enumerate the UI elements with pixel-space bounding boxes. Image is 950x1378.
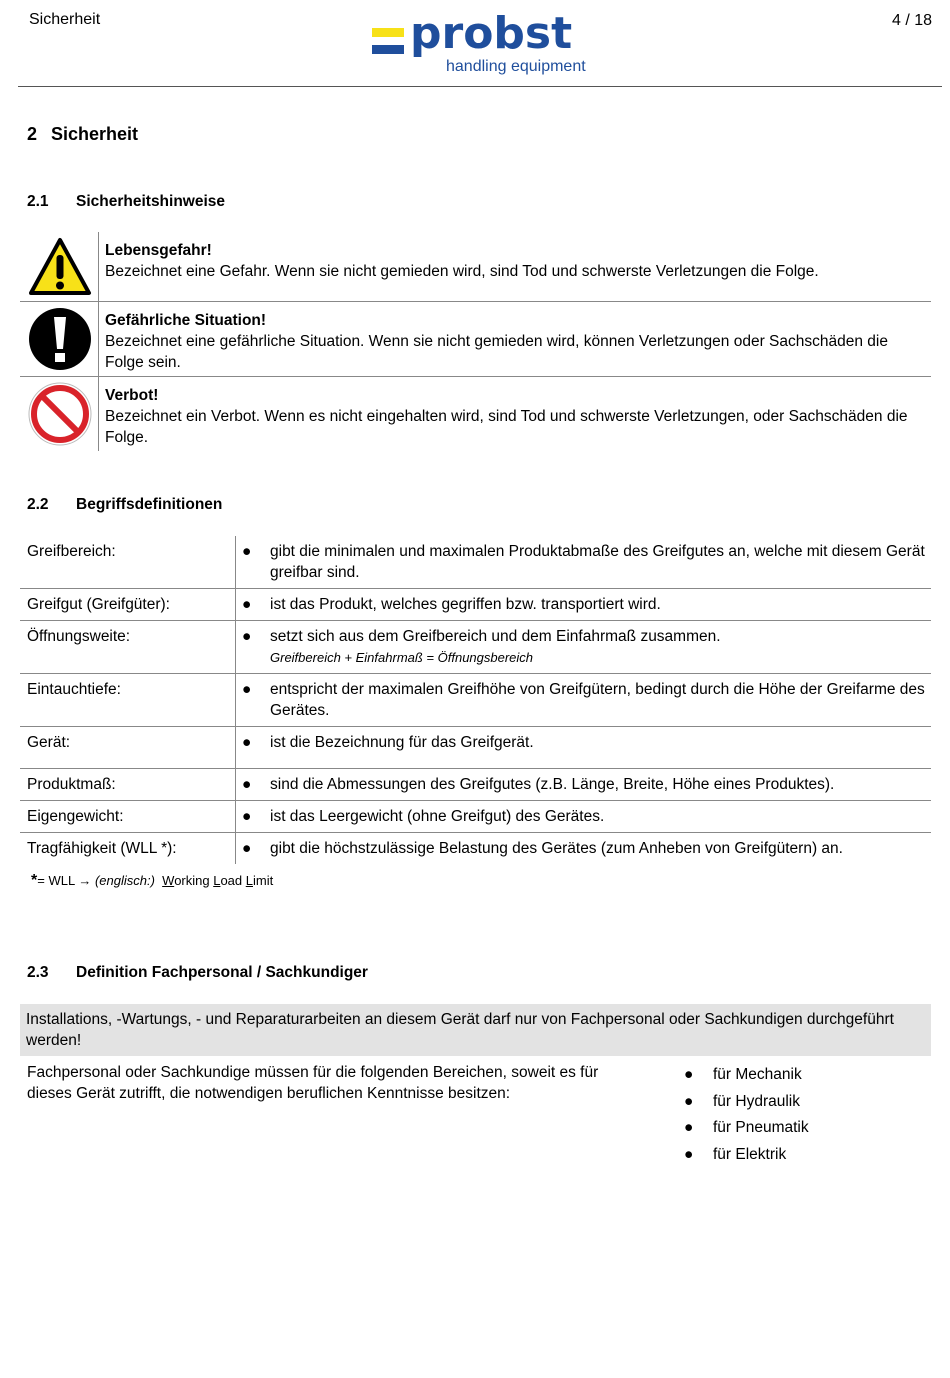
footnote-word: imit <box>253 873 274 888</box>
footnote-initial: W <box>162 873 175 888</box>
table-row <box>20 769 931 801</box>
bullet: ● <box>236 769 261 801</box>
bullet: ● <box>236 589 261 621</box>
probst-logo <box>370 8 600 80</box>
definition-text: gibt die minimalen und maximalen Produktabmaße des Greifgutes an, welche mit diesem Gerät greifbar sind. <box>270 543 925 581</box>
chapter-number: 2 <box>27 124 38 144</box>
bullet: ● <box>236 621 261 674</box>
footnote-asterisk: * <box>31 872 38 889</box>
safety-row-danger <box>20 232 931 302</box>
area-label: für Pneumatik <box>713 1119 809 1136</box>
safety-title: Verbot! <box>105 387 159 404</box>
table-row <box>20 727 931 769</box>
section-title: Begriffsdefinitionen <box>76 496 223 513</box>
list-item <box>684 1062 809 1089</box>
area-label: für Hydraulik <box>713 1092 800 1110</box>
qualification-text: Fachpersonal oder Sachkundige müssen für die folgenden Bereichen, soweit es für dieses Gerät zutrifft, die notwendigen beruflichen Kenntnisse besitzen: <box>27 1064 599 1102</box>
exclamation-circle-icon <box>20 302 99 376</box>
safety-title: Gefährliche Situation! <box>105 312 267 329</box>
definition-formula: Greifbereich + Einfahrmaß = Öffnungsbereich <box>270 650 534 665</box>
prohibition-icon <box>20 377 99 451</box>
logo-yellow-bar <box>372 28 404 37</box>
list-item <box>684 1089 809 1116</box>
bullet: ● <box>236 727 261 769</box>
definition-text: ist das Leergewicht (ohne Greifgut) des Gerätes. <box>270 808 605 825</box>
list-item <box>684 1115 809 1142</box>
bullet: ● <box>684 1066 694 1083</box>
safety-title: Lebensgefahr! <box>105 242 212 259</box>
area-label: für Mechanik <box>713 1066 802 1083</box>
bullet: ● <box>236 801 261 833</box>
footnote-initial: L <box>245 873 253 888</box>
footnote-initial: L <box>213 873 221 888</box>
definition-term: Eigengewicht: <box>20 801 236 833</box>
safety-text: Bezeichnet eine gefährliche Situation. Wenn sie nicht gemieden wird, können Verletzungen oder Sachschäden die Folge sein. <box>105 333 888 371</box>
safety-notice-table <box>20 232 931 451</box>
definition-text: entspricht der maximalen Greifhöhe von Greifgütern, bedingt durch die Höhe der Greifarme des Gerätes. <box>270 681 925 719</box>
bullet: ● <box>236 674 261 727</box>
chapter-heading <box>27 124 138 145</box>
page-number: 4 / 18 <box>891 12 932 29</box>
definition-term: Öffnungsweite: <box>20 621 236 674</box>
definition-text: ist die Bezeichnung für das Greifgerät. <box>270 734 534 751</box>
section-title: Definition Fachpersonal / Sachkundiger <box>76 964 368 981</box>
definition-term: Greifbereich: <box>20 536 236 589</box>
definitions-table <box>20 536 931 864</box>
bullet: ● <box>684 1119 694 1136</box>
section-number: 2.1 <box>27 193 49 210</box>
table-row <box>20 801 931 833</box>
table-row <box>20 536 931 589</box>
table-row <box>20 833 931 865</box>
chapter-title: Sicherheit <box>51 124 139 144</box>
definition-term: Tragfähigkeit (WLL *): <box>20 833 236 865</box>
definition-text: sind die Abmessungen des Greifgutes (z.B. Länge, Breite, Höhe eines Produktes). <box>270 776 835 793</box>
list-item <box>684 1142 809 1169</box>
qualification-areas-list <box>684 1062 809 1168</box>
maintenance-notice: Installations, -Wartungs, - und Reparaturarbeiten an diesem Gerät darf nur von Fachpersonal oder Sachkundigen durchgeführt werden! <box>20 1004 931 1056</box>
definition-term: Greifgut (Greifgüter): <box>20 589 236 621</box>
header-divider <box>18 86 942 87</box>
footnote-eq: = WLL <box>37 873 75 888</box>
arrow-right-icon: → <box>78 873 92 888</box>
section-heading-2-3 <box>27 964 368 982</box>
bullet: ● <box>684 1145 694 1163</box>
wll-footnote <box>31 872 273 890</box>
safety-row-prohibition <box>20 377 931 451</box>
table-row <box>20 621 931 674</box>
logo-blue-bar <box>372 45 404 54</box>
safety-text: Bezeichnet ein Verbot. Wenn es nicht eingehalten wird, sind Tod und schwerste Verletzungen, oder Sachschäden die Folge. <box>105 408 908 446</box>
safety-text: Bezeichnet eine Gefahr. Wenn sie nicht gemieden wird, sind Tod und schwerste Verletzungen die Folge. <box>105 263 819 280</box>
area-label: für Elektrik <box>713 1145 787 1163</box>
header-section-title: Sicherheit <box>29 11 101 28</box>
footnote-word: oad <box>220 873 246 888</box>
definition-text: gibt die höchstzulässige Belastung des Gerätes (zum Anheben von Greifgütern) an. <box>270 840 843 857</box>
table-row <box>20 674 931 727</box>
bullet: ● <box>236 536 261 589</box>
definition-term: Produktmaß: <box>20 769 236 801</box>
bullet: ● <box>242 840 252 857</box>
section-title: Sicherheitshinweise <box>76 193 226 210</box>
logo-wordmark: probst <box>410 8 573 59</box>
table-row <box>20 589 931 621</box>
definition-text: ist das Produkt, welches gegriffen bzw. transportiert wird. <box>270 596 661 613</box>
definition-term: Eintauchtiefe: <box>20 674 236 727</box>
footnote-lang: (englisch:) <box>94 873 155 888</box>
footnote-word: orking <box>174 873 214 888</box>
section-number: 2.2 <box>27 496 49 513</box>
section-heading-2-2 <box>27 496 222 514</box>
bullet: ● <box>684 1092 694 1110</box>
definition-term: Gerät: <box>20 727 236 769</box>
section-number: 2.3 <box>27 964 49 981</box>
logo-subtitle: handling equipment <box>446 58 586 75</box>
definition-text: setzt sich aus dem Greifbereich und dem Einfahrmaß zusammen. <box>270 628 721 645</box>
warning-triangle-icon <box>20 232 99 301</box>
section-heading-2-1 <box>27 193 225 211</box>
safety-row-caution <box>20 302 931 377</box>
